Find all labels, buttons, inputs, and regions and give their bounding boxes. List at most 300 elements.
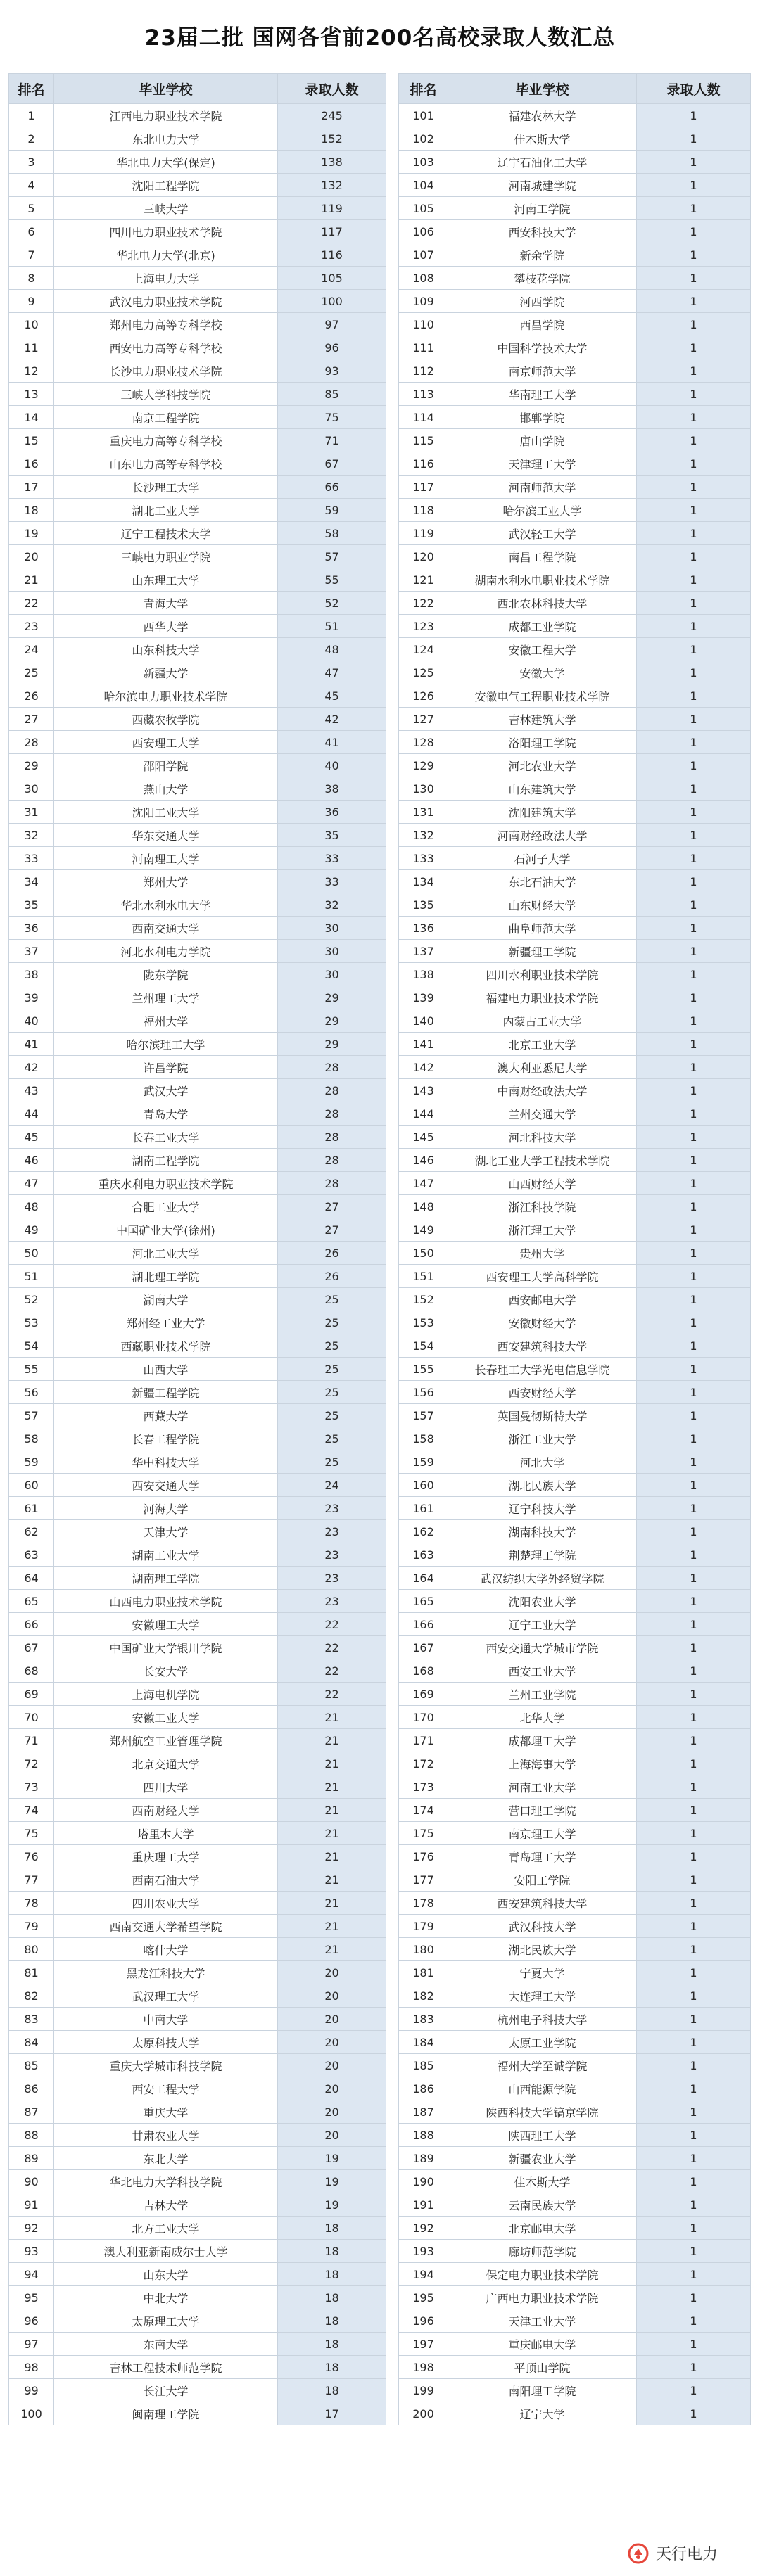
school-cell: 西华大学: [54, 615, 278, 638]
school-cell: 郑州航空工业管理学院: [54, 1729, 278, 1752]
count-cell: 32: [278, 893, 386, 917]
rank-cell: 171: [399, 1729, 448, 1752]
table-row: [399, 452, 751, 476]
rank-cell: 66: [9, 1613, 54, 1636]
school-cell: 湖南科技大学: [448, 1520, 637, 1543]
table-row: [399, 847, 751, 870]
count-cell: 1: [637, 499, 751, 522]
table-row: [399, 824, 751, 847]
rank-cell: 78: [9, 1892, 54, 1915]
table-row: [399, 1404, 751, 1427]
table-row: [9, 1450, 386, 1474]
table-row: [9, 1102, 386, 1126]
school-cell: 上海海事大学: [448, 1752, 637, 1775]
school-cell: 河北大学: [448, 1450, 637, 1474]
school-cell: 长沙电力职业技术学院: [54, 359, 278, 383]
count-cell: 25: [278, 1381, 386, 1404]
table-row: [9, 476, 386, 499]
count-cell: 21: [278, 1752, 386, 1775]
school-cell: 湖南工程学院: [54, 1149, 278, 1172]
school-cell: 陕西理工大学: [448, 2124, 637, 2147]
rank-cell: 67: [9, 1636, 54, 1659]
school-cell: 陕西科技大学镐京学院: [448, 2100, 637, 2124]
table-row: [9, 1474, 386, 1497]
count-cell: 28: [278, 1149, 386, 1172]
rank-cell: 115: [399, 429, 448, 452]
table-row: [399, 1567, 751, 1590]
school-cell: 中北大学: [54, 2286, 278, 2309]
count-cell: 1: [637, 267, 751, 290]
rank-cell: 149: [399, 1218, 448, 1242]
rank-cell: 71: [9, 1729, 54, 1752]
school-cell: 四川电力职业技术学院: [54, 220, 278, 243]
table-row: [399, 2263, 751, 2286]
count-cell: 85: [278, 383, 386, 406]
table-row: [9, 2217, 386, 2240]
school-cell: 华南理工大学: [448, 383, 637, 406]
table-row: [9, 1311, 386, 1334]
count-cell: 57: [278, 545, 386, 568]
rank-cell: 54: [9, 1334, 54, 1358]
school-cell: 河南理工大学: [54, 847, 278, 870]
count-cell: 1: [637, 1822, 751, 1845]
school-cell: 东北石油大学: [448, 870, 637, 893]
count-cell: 21: [278, 1915, 386, 1938]
rank-cell: 196: [399, 2309, 448, 2333]
school-cell: 澳大利亚悉尼大学: [448, 1056, 637, 1079]
rank-cell: 34: [9, 870, 54, 893]
rank-cell: 3: [9, 151, 54, 174]
rank-cell: 13: [9, 383, 54, 406]
table-row: [9, 1752, 386, 1775]
rank-cell: 42: [9, 1056, 54, 1079]
school-cell: 青岛大学: [54, 1102, 278, 1126]
table-row: [399, 476, 751, 499]
table-body-left: [9, 104, 386, 2425]
rank-cell: 38: [9, 963, 54, 986]
rank-cell: 156: [399, 1381, 448, 1404]
table-row: [399, 615, 751, 638]
count-cell: 26: [278, 1265, 386, 1288]
count-cell: 21: [278, 1845, 386, 1868]
school-cell: 福建农林大学: [448, 104, 637, 127]
count-cell: 1: [637, 917, 751, 940]
table-row: [9, 1381, 386, 1404]
count-cell: 21: [278, 1892, 386, 1915]
count-cell: 1: [637, 1149, 751, 1172]
table-row: [9, 847, 386, 870]
count-cell: 20: [278, 2054, 386, 2077]
count-cell: 1: [637, 2124, 751, 2147]
school-cell: 三峡电力职业学院: [54, 545, 278, 568]
school-cell: 中国科学技术大学: [448, 336, 637, 359]
count-cell: 21: [278, 1868, 386, 1892]
rank-cell: 111: [399, 336, 448, 359]
table-row: [9, 1404, 386, 1427]
count-cell: 1: [637, 1033, 751, 1056]
rank-cell: 26: [9, 684, 54, 708]
rank-cell: 91: [9, 2193, 54, 2217]
rank-cell: 94: [9, 2263, 54, 2286]
rank-cell: 110: [399, 313, 448, 336]
school-cell: 营口理工学院: [448, 1799, 637, 1822]
rank-cell: 93: [9, 2240, 54, 2263]
page-title: 23届二批 国网各省前200名高校录取人数汇总: [144, 25, 616, 51]
rank-cell: 72: [9, 1752, 54, 1775]
school-cell: 新余学院: [448, 243, 637, 267]
school-cell: 大连理工大学: [448, 1984, 637, 2008]
table-row: [9, 452, 386, 476]
count-cell: 1: [637, 429, 751, 452]
rank-cell: 183: [399, 2008, 448, 2031]
count-cell: 1: [637, 1868, 751, 1892]
rank-cell: 43: [9, 1079, 54, 1102]
count-cell: 1: [637, 1126, 751, 1149]
school-cell: 南昌工程学院: [448, 545, 637, 568]
school-cell: 佳木斯大学: [448, 127, 637, 151]
table-row: [399, 1868, 751, 1892]
rank-cell: 109: [399, 290, 448, 313]
rank-cell: 178: [399, 1892, 448, 1915]
table-row: [399, 801, 751, 824]
school-cell: 塔里木大学: [54, 1822, 278, 1845]
count-cell: 1: [637, 545, 751, 568]
school-cell: 西南交通大学: [54, 917, 278, 940]
school-cell: 东北电力大学: [54, 127, 278, 151]
count-cell: 22: [278, 1613, 386, 1636]
school-cell: 新疆工程学院: [54, 1381, 278, 1404]
table-row: [399, 1636, 751, 1659]
count-cell: 100: [278, 290, 386, 313]
table-row: [399, 127, 751, 151]
count-cell: 1: [637, 104, 751, 127]
rank-cell: 85: [9, 2054, 54, 2077]
count-cell: 59: [278, 499, 386, 522]
table-row: [399, 267, 751, 290]
school-cell: 安徽大学: [448, 661, 637, 684]
count-cell: 1: [637, 1497, 751, 1520]
table-row: [399, 708, 751, 731]
rank-cell: 175: [399, 1822, 448, 1845]
school-cell: 杭州电子科技大学: [448, 2008, 637, 2031]
table-row: [9, 2031, 386, 2054]
rank-cell: 112: [399, 359, 448, 383]
school-cell: 攀枝花学院: [448, 267, 637, 290]
rank-cell: 191: [399, 2193, 448, 2217]
brand-mark: [628, 2542, 718, 2564]
school-cell: 重庆水利电力职业技术学院: [54, 1172, 278, 1195]
rank-cell: 31: [9, 801, 54, 824]
school-cell: 甘肃农业大学: [54, 2124, 278, 2147]
school-cell: 许昌学院: [54, 1056, 278, 1079]
rank-cell: 101: [399, 104, 448, 127]
table-row: [9, 1915, 386, 1938]
rank-cell: 28: [9, 731, 54, 754]
table-row: [9, 1775, 386, 1799]
count-cell: 1: [637, 870, 751, 893]
rank-cell: 87: [9, 2100, 54, 2124]
school-cell: 安徽理工大学: [54, 1613, 278, 1636]
rank-cell: 121: [399, 568, 448, 592]
rank-cell: 150: [399, 1242, 448, 1265]
school-cell: 西安工程大学: [54, 2077, 278, 2100]
school-cell: 华北电力大学(北京): [54, 243, 278, 267]
table-row: [9, 1567, 386, 1590]
header-rank: 排名: [9, 74, 54, 104]
rank-cell: 113: [399, 383, 448, 406]
ranking-table-right: [398, 73, 751, 2425]
rank-cell: 158: [399, 1427, 448, 1450]
count-cell: 41: [278, 731, 386, 754]
table-row: [399, 917, 751, 940]
brand-logo-icon: [628, 2543, 649, 2564]
rank-cell: 133: [399, 847, 448, 870]
school-cell: 内蒙古工业大学: [448, 1009, 637, 1033]
count-cell: 1: [637, 1984, 751, 2008]
school-cell: 河北农业大学: [448, 754, 637, 777]
table-row: [399, 754, 751, 777]
school-cell: 吉林建筑大学: [448, 708, 637, 731]
table-row: [9, 197, 386, 220]
table-row: [399, 777, 751, 801]
school-cell: 辽宁大学: [448, 2402, 637, 2425]
rank-cell: 192: [399, 2217, 448, 2240]
rank-cell: 116: [399, 452, 448, 476]
school-cell: 湖南水利水电职业技术学院: [448, 568, 637, 592]
table-row: [9, 1961, 386, 1984]
count-cell: 1: [637, 2217, 751, 2240]
school-cell: 保定电力职业技术学院: [448, 2263, 637, 2286]
footer: [0, 2532, 760, 2576]
rank-cell: 137: [399, 940, 448, 963]
table-row: [9, 2240, 386, 2263]
rank-cell: 122: [399, 592, 448, 615]
count-cell: 1: [637, 1474, 751, 1497]
rank-cell: 16: [9, 452, 54, 476]
table-row: [399, 963, 751, 986]
rank-cell: 57: [9, 1404, 54, 1427]
rank-cell: 103: [399, 151, 448, 174]
count-cell: 48: [278, 638, 386, 661]
school-cell: 武汉大学: [54, 1079, 278, 1102]
school-cell: 西安科技大学: [448, 220, 637, 243]
table-row: [9, 1984, 386, 2008]
rank-cell: 10: [9, 313, 54, 336]
header-count: 录取人数: [278, 74, 386, 104]
table-row: [399, 1195, 751, 1218]
rank-cell: 73: [9, 1775, 54, 1799]
count-cell: 1: [637, 1520, 751, 1543]
header-row: [399, 74, 751, 104]
table-row: [9, 104, 386, 127]
rank-cell: 58: [9, 1427, 54, 1450]
table-row: [399, 2240, 751, 2263]
school-cell: 福州大学至诚学院: [448, 2054, 637, 2077]
table-row: [399, 1381, 751, 1404]
rank-cell: 153: [399, 1311, 448, 1334]
rank-cell: 189: [399, 2147, 448, 2170]
table-row: [9, 336, 386, 359]
table-row: [9, 1590, 386, 1613]
rank-cell: 53: [9, 1311, 54, 1334]
count-cell: 25: [278, 1358, 386, 1381]
count-cell: 42: [278, 708, 386, 731]
school-cell: 沈阳工程学院: [54, 174, 278, 197]
rank-cell: 86: [9, 2077, 54, 2100]
rank-cell: 174: [399, 1799, 448, 1822]
rank-cell: 74: [9, 1799, 54, 1822]
rank-cell: 138: [399, 963, 448, 986]
count-cell: 25: [278, 1427, 386, 1450]
school-cell: 武汉科技大学: [448, 1915, 637, 1938]
rank-cell: 8: [9, 267, 54, 290]
count-cell: 116: [278, 243, 386, 267]
school-cell: 华北水利水电大学: [54, 893, 278, 917]
school-cell: 北京交通大学: [54, 1752, 278, 1775]
table-row: [9, 1334, 386, 1358]
rank-cell: 61: [9, 1497, 54, 1520]
school-cell: 中国矿业大学银川学院: [54, 1636, 278, 1659]
count-cell: 29: [278, 986, 386, 1009]
rank-cell: 166: [399, 1613, 448, 1636]
table-row: [9, 2193, 386, 2217]
table-row: [9, 1126, 386, 1149]
school-cell: 沈阳建筑大学: [448, 801, 637, 824]
count-cell: 18: [278, 2286, 386, 2309]
count-cell: 17: [278, 2402, 386, 2425]
school-cell: 西藏农牧学院: [54, 708, 278, 731]
rank-cell: 56: [9, 1381, 54, 1404]
school-cell: 重庆邮电大学: [448, 2333, 637, 2356]
table-row: [9, 1242, 386, 1265]
count-cell: 1: [637, 801, 751, 824]
rank-cell: 162: [399, 1520, 448, 1543]
rank-cell: 80: [9, 1938, 54, 1961]
count-cell: 30: [278, 917, 386, 940]
table-row: [9, 754, 386, 777]
table-row: [399, 1358, 751, 1381]
rank-cell: 1: [9, 104, 54, 127]
rank-cell: 184: [399, 2031, 448, 2054]
count-cell: 28: [278, 1079, 386, 1102]
table-row: [9, 313, 386, 336]
table-row: [9, 777, 386, 801]
rank-cell: 70: [9, 1706, 54, 1729]
table-row: [399, 1497, 751, 1520]
school-cell: 兰州工业学院: [448, 1683, 637, 1706]
rank-cell: 79: [9, 1915, 54, 1938]
count-cell: 1: [637, 1265, 751, 1288]
school-cell: 四川水利职业技术学院: [448, 963, 637, 986]
school-cell: 湖北理工学院: [54, 1265, 278, 1288]
rank-cell: 155: [399, 1358, 448, 1381]
count-cell: 1: [637, 2008, 751, 2031]
brand-name: 天行电力: [655, 2546, 718, 2563]
rank-cell: 33: [9, 847, 54, 870]
school-cell: 邯郸学院: [448, 406, 637, 429]
count-cell: 75: [278, 406, 386, 429]
rank-cell: 102: [399, 127, 448, 151]
table-row: [399, 2147, 751, 2170]
school-cell: 长春工业大学: [54, 1126, 278, 1149]
rank-cell: 51: [9, 1265, 54, 1288]
table-row: [399, 243, 751, 267]
table-row: [399, 2286, 751, 2309]
table-row: [9, 2309, 386, 2333]
table-row: [399, 197, 751, 220]
school-cell: 贵州大学: [448, 1242, 637, 1265]
count-cell: 51: [278, 615, 386, 638]
rank-cell: 62: [9, 1520, 54, 1543]
rank-cell: 135: [399, 893, 448, 917]
rank-cell: 21: [9, 568, 54, 592]
school-cell: 北方工业大学: [54, 2217, 278, 2240]
rank-cell: 22: [9, 592, 54, 615]
school-cell: 西安电力高等专科学校: [54, 336, 278, 359]
count-cell: 27: [278, 1218, 386, 1242]
table-row: [399, 383, 751, 406]
count-cell: 1: [637, 824, 751, 847]
table-row: [399, 638, 751, 661]
rank-cell: 100: [9, 2402, 54, 2425]
rank-cell: 180: [399, 1938, 448, 1961]
table-row: [9, 731, 386, 754]
count-cell: 1: [637, 1961, 751, 1984]
rank-cell: 108: [399, 267, 448, 290]
school-cell: 西安建筑科技大学: [448, 1334, 637, 1358]
table-row: [399, 2402, 751, 2425]
table-row: [9, 615, 386, 638]
table-row: [9, 1497, 386, 1520]
rank-cell: 63: [9, 1543, 54, 1567]
count-cell: 1: [637, 2077, 751, 2100]
school-cell: 天津理工大学: [448, 452, 637, 476]
count-cell: 1: [637, 2031, 751, 2054]
rank-cell: 145: [399, 1126, 448, 1149]
table-row: [399, 1984, 751, 2008]
table-row: [399, 1009, 751, 1033]
count-cell: 1: [637, 383, 751, 406]
school-cell: 长春理工大学光电信息学院: [448, 1358, 637, 1381]
table-row: [9, 499, 386, 522]
school-cell: 合肥工业大学: [54, 1195, 278, 1218]
rank-cell: 157: [399, 1404, 448, 1427]
school-cell: 四川农业大学: [54, 1892, 278, 1915]
count-cell: 23: [278, 1543, 386, 1567]
table-row: [399, 545, 751, 568]
count-cell: 1: [637, 1195, 751, 1218]
rank-cell: 27: [9, 708, 54, 731]
school-cell: 华北电力大学(保定): [54, 151, 278, 174]
table-body-right: [399, 104, 751, 2425]
count-cell: 245: [278, 104, 386, 127]
rank-cell: 104: [399, 174, 448, 197]
count-cell: 1: [637, 568, 751, 592]
school-cell: 曲阜师范大学: [448, 917, 637, 940]
count-cell: 1: [637, 1892, 751, 1915]
rank-cell: 45: [9, 1126, 54, 1149]
rank-cell: 7: [9, 243, 54, 267]
count-cell: 1: [637, 1242, 751, 1265]
rank-cell: 4: [9, 174, 54, 197]
rank-cell: 24: [9, 638, 54, 661]
rank-cell: 60: [9, 1474, 54, 1497]
table-row: [9, 1079, 386, 1102]
table-row: [399, 1799, 751, 1822]
count-cell: 28: [278, 1126, 386, 1149]
table-row: [9, 1149, 386, 1172]
table-row: [9, 1543, 386, 1567]
